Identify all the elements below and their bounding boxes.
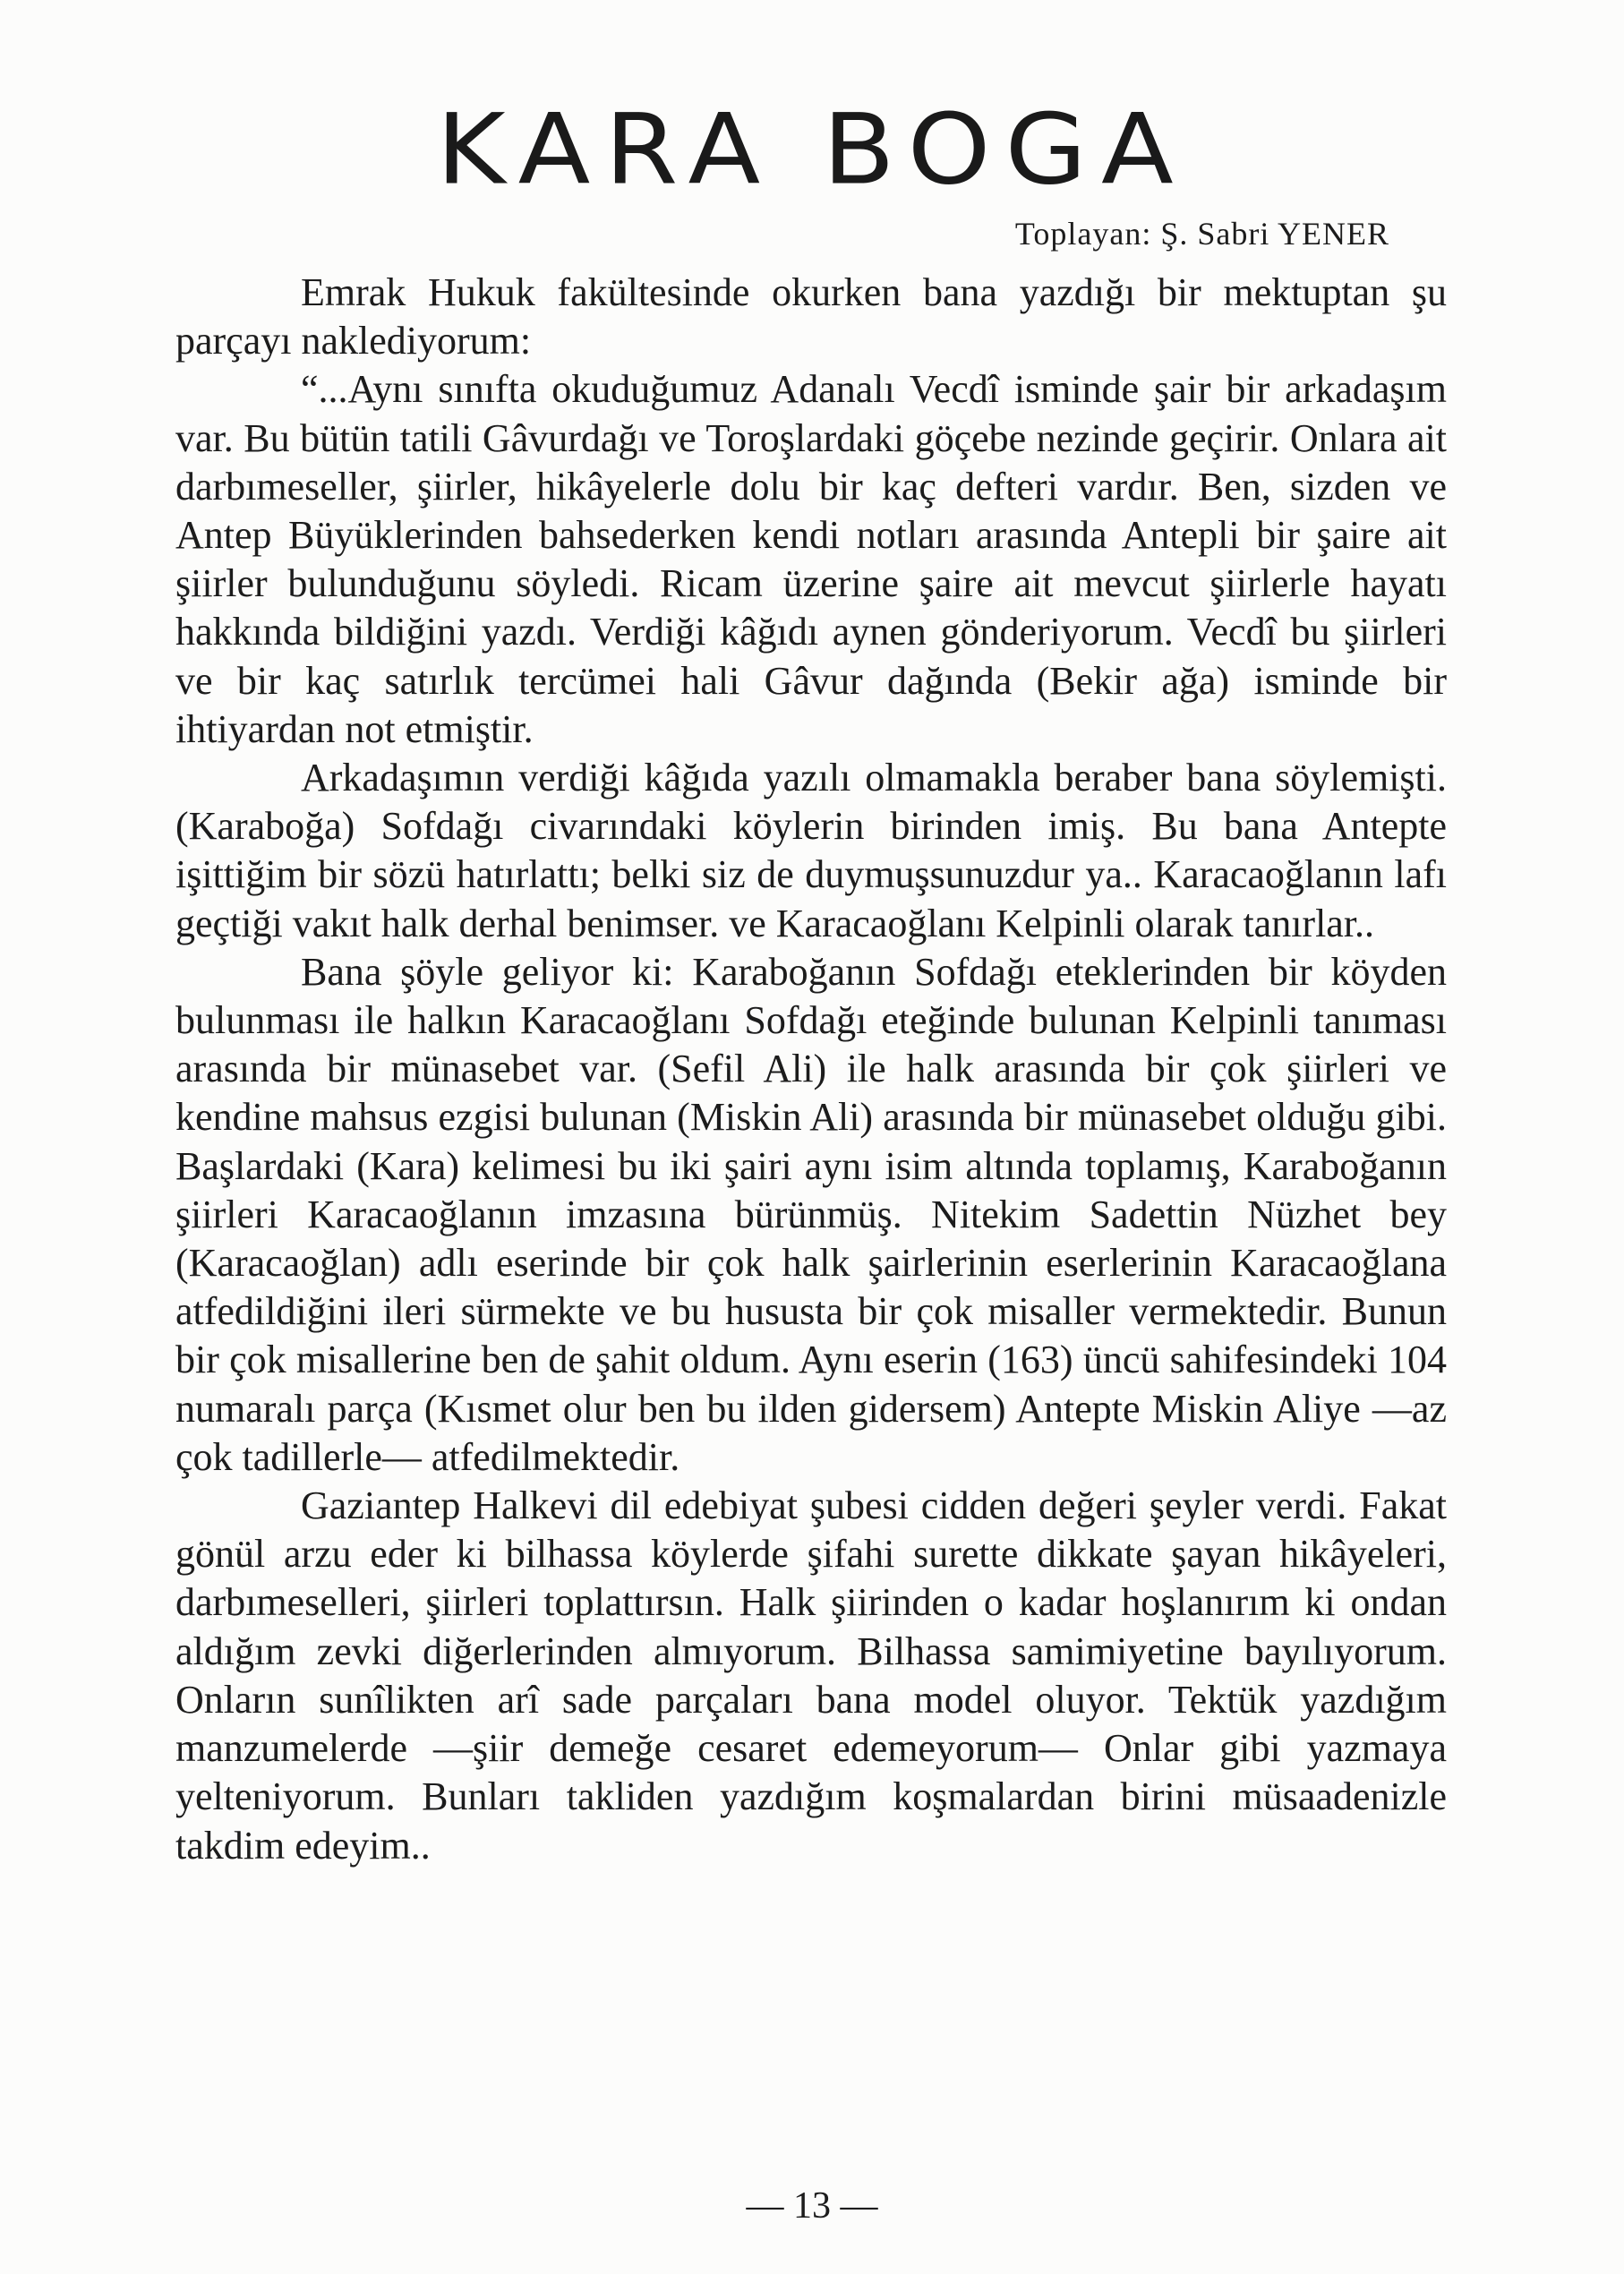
page-number: — 13 — — [746, 2185, 878, 2227]
paragraph: Arkadaşımın verdiği kâğıda yazılı olmamakla beraber bana söylemişti. (Karaboğa) Sofdağı civarındaki köylerin birinden imiş. Bu bana Antepte işittiğim bir sözü hatırlattı; belki siz de duymuşsunuzdur ya.. Karacaoğlanın lafı geçtiği vakıt halk derhal benimser. ve Karacaoğlanı Kelpinli olarak tanırlar.. — [175, 756, 1447, 945]
paragraph: “...Aynı sınıfta okuduğumuz Adanalı Vecdî isminde şair bir arkadaşım var. Bu bütün tatili Gâvurdağı ve Toroşlardaki göçebe nezinde geçirir. Onlara ait darbımeseller, şiirler, hikâyelerle dolu bir kaç defteri vardır. Ben, sizden ve Antep Büyüklerinden bahsederken kendi notları arasında Antepli bir şaire ait şiirler bulunduğunu söyledi. Ricam üzerine şaire ait mevcut şiirlerle hayatı hakkında bildiğini yazdı. Verdiği kâğıdı aynen gönderiyorum. Vecdî bu şiirleri ve bir kaç satırlık tercümei hali Gâvur dağında (Bekir ağa) isminde bir ihtiyardan not etmiştir. — [175, 367, 1447, 751]
article-body — [175, 269, 1447, 1870]
paragraph: Emrak Hukuk fakültesinde okurken bana yazdığı bir mektuptan şu parçayı naklediyorum: — [175, 270, 1447, 363]
paragraph: Bana şöyle geliyor ki: Karaboğanın Sofdağı eteklerinden bir köyden bulunması ile halkın Karacaoğlanı Sofdağı eteğinde bulunan Kelpinli tanıması arasında bir münasebet var. (Sefil Ali) ile halk arasında bir çok şiirleri ve kendine mahsus ezgisi bulunan (Miskin Ali) arasında bir münasebet olduğu gibi. Başlardaki (Kara) kelimesi bu iki şairi aynı isim altında toplamış, Karaboğanın şiirleri Karacaoğlanın imzasına bürünmüş. Nitekim Sadettin Nüzhet bey (Karacaoğlan) adlı eserinde bir çok halk şairlerinin eserlerinin Karacaoğlana atfedildiğini ileri sürmekte ve bu hususta bir çok misaller vermektedir. Bunun bir çok misallerine ben de şahit oldum. Aynı eserin (163) üncü sahifesindeki 104 numaralı parça (Kısmet olur ben bu ilden gidersem) Antepte Miskin Aliye —az çok tadillerle— atfedilmektedir. — [175, 949, 1447, 1479]
paragraph: Gaziantep Halkevi dil edebiyat şubesi cidden değeri şeyler verdi. Fakat gönül arzu eder ki bilhassa köylerde şifahi surette dikkate şayan hikâyeleri, darbımeselleri, şiirleri toplattırsın. Halk şiirinden o kadar hoşlanırım ki ondan aldığım zevki diğerlerinden almıyorum. Bilhassa samimiyetine bayılıyorum. Onların sunîlikten arî sade parçaları bana model oluyor. Tektük yazdığım manzumelerde —şiir demeğe cesaret edemeyorum— Onlar gibi yazmaya yelteniyorum. Bunları takliden yazdığım koşmalardan birini müsaadenizle takdim edeyim.. — [175, 1483, 1447, 1868]
compiler-credit: Toplayan: Ş. Sabri YENER — [1014, 216, 1389, 252]
page-title: KARA BOGA — [436, 92, 1188, 207]
